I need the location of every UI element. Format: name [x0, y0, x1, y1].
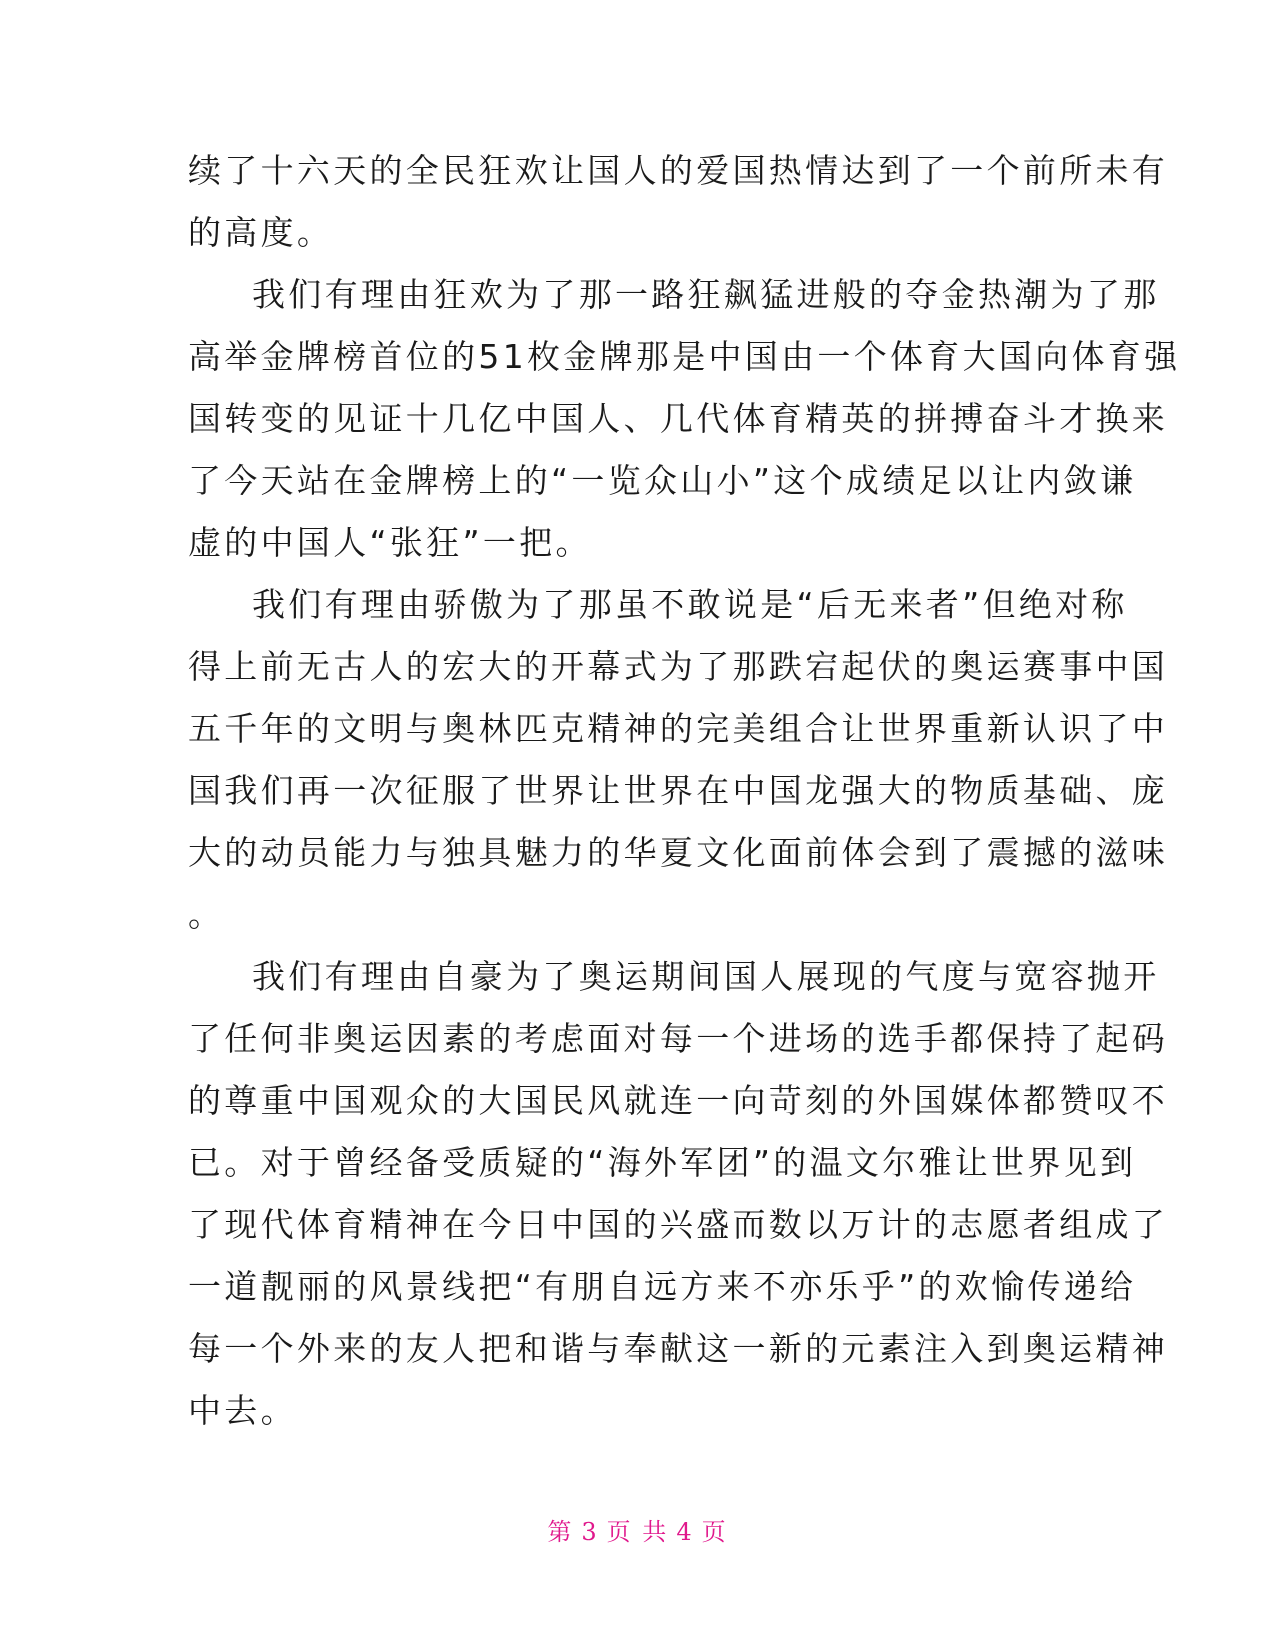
- text-line: 。: [188, 895, 225, 934]
- text-line: 一道靓丽的风景线把“有朋自远方来不亦乐乎”的欢愉传递给: [188, 1267, 1137, 1306]
- footer-middle: 页 共: [606, 1518, 669, 1546]
- text-line: 得上前无古人的宏大的开幕式为了那跌宕起伏的奥运赛事中国: [188, 647, 1169, 686]
- total-page-number: 4: [676, 1518, 694, 1546]
- text-line: 高举金牌榜首位的51枚金牌那是中国由一个体育大国向体育强: [188, 337, 1181, 376]
- text-line: 国转变的见证十几亿中国人、几代体育精英的拼搏奋斗才换来: [188, 399, 1169, 438]
- text-line: 了今天站在金牌榜上的“一览众山小”这个成绩足以让内敛谦: [188, 461, 1137, 500]
- text-line: 已。对于曾经备受质疑的“海外军团”的温文尔雅让世界见到: [188, 1143, 1137, 1182]
- text-line: 的高度。: [188, 213, 334, 252]
- paragraph-start-line: 我们有理由自豪为了奥运期间国人展现的气度与宽容抛开: [252, 957, 1160, 996]
- document-body: [188, 140, 1181, 1442]
- current-page-number: 3: [581, 1518, 599, 1546]
- footer-suffix: 页: [701, 1518, 728, 1546]
- text-line: 五千年的文明与奥林匹克精神的完美组合让世界重新认识了中: [188, 709, 1169, 748]
- text-line: 的尊重中国观众的大国民风就连一向苛刻的外国媒体都赞叹不: [188, 1081, 1169, 1120]
- page-number-footer: [0, 1512, 1275, 1547]
- text-line: 大的动员能力与独具魅力的华夏文化面前体会到了震撼的滋味: [188, 833, 1169, 872]
- text-line: 了现代体育精神在今日中国的兴盛而数以万计的志愿者组成了: [188, 1205, 1169, 1244]
- text-line: 中去。: [188, 1391, 297, 1430]
- paragraph-start-line: 我们有理由骄傲为了那虽不敢说是“后无来者”但绝对称: [252, 585, 1128, 624]
- text-line: 虚的中国人“张狂”一把。: [188, 523, 592, 562]
- text-line: 了任何非奥运因素的考虑面对每一个进场的选手都保持了起码: [188, 1019, 1169, 1058]
- text-line: 每一个外来的友人把和谐与奉献这一新的元素注入到奥运精神: [188, 1329, 1169, 1368]
- footer-prefix: 第: [547, 1518, 574, 1546]
- text-line: 国我们再一次征服了世界让世界在中国龙强大的物质基础、庞: [188, 771, 1169, 810]
- text-line: 续了十六天的全民狂欢让国人的爱国热情达到了一个前所未有: [188, 151, 1169, 190]
- paragraph-start-line: 我们有理由狂欢为了那一路狂飙猛进般的夺金热潮为了那: [252, 275, 1160, 314]
